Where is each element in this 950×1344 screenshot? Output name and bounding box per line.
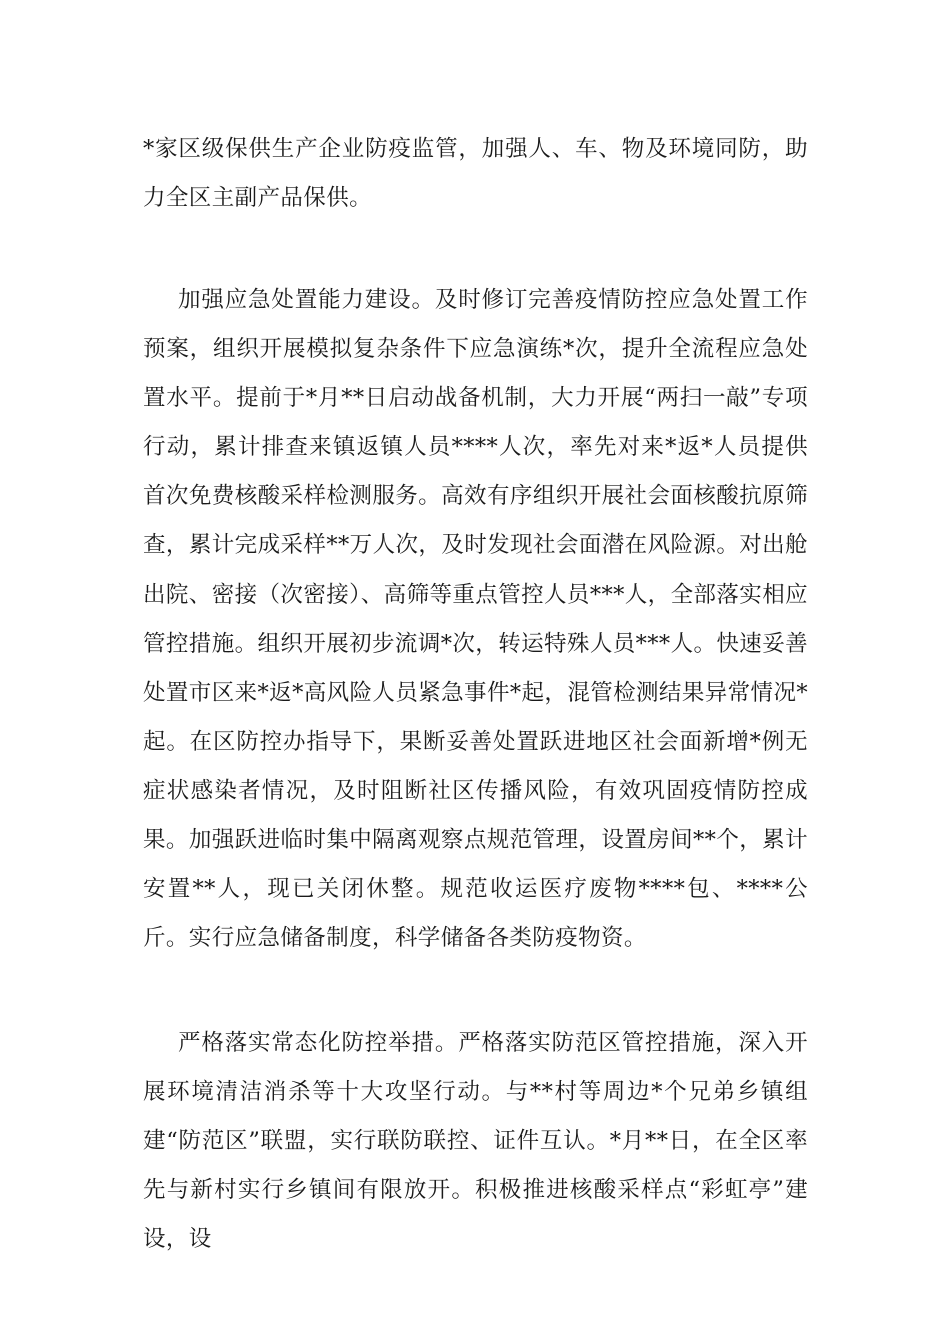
paragraph-emergency-response: 加强应急处置能力建设。及时修订完善疫情防控应急处置工作预案，组织开展模拟复杂条件下应急演练*次，提升全流程应急处置水平。提前于*月**日启动战备机制，大力开展“两扫一敲”专项行动，累计排查来镇返镇人员****人次，率先对来*返*人员提供首次免费核酸采样检测服务。高效有序组织开展社会面核酸抗原筛查，累计完成采样**万人次，及时发现社会面潜在风险源。对出舱出院、密接（次密接）、高筛等重点管控人员***人，全部落实相应管控措施。组织开展初步流调*次，转运特殊人员***人。快速妥善处置市区来*返*高风险人员紧急事件*起，混管检测结果异常情况*起。在区防控办指导下，果断妥善处置跃进地区社会面新增*例无症状感染者情况，及时阻断社区传播风险，有效巩固疫情防控成果。加强跃进临时集中隔离观察点规范管理，设置房间**个，累计安置**人，现已关闭休整。规范收运医疗废物****包、****公斤。实行应急储备制度，科学储备各类防疫物资。 [143, 287, 808, 952]
paragraph-continuation: *家区级保供生产企业防疫监管，加强人、车、物及环境同防，助力全区主副产品保供。 [143, 136, 808, 212]
paragraph-normalized-prevention: 严格落实常态化防控举措。严格落实防范区管控措施，深入开展环境清洁消杀等十大攻坚行动。与**村等周边*个兄弟乡镇组建“防范区”联盟，实行联防联控、证件互认。*月**日，在全区率先与新村实行乡镇间有限放开。积极推进核酸采样点“彩虹亭”建设，设 [143, 1030, 808, 1253]
